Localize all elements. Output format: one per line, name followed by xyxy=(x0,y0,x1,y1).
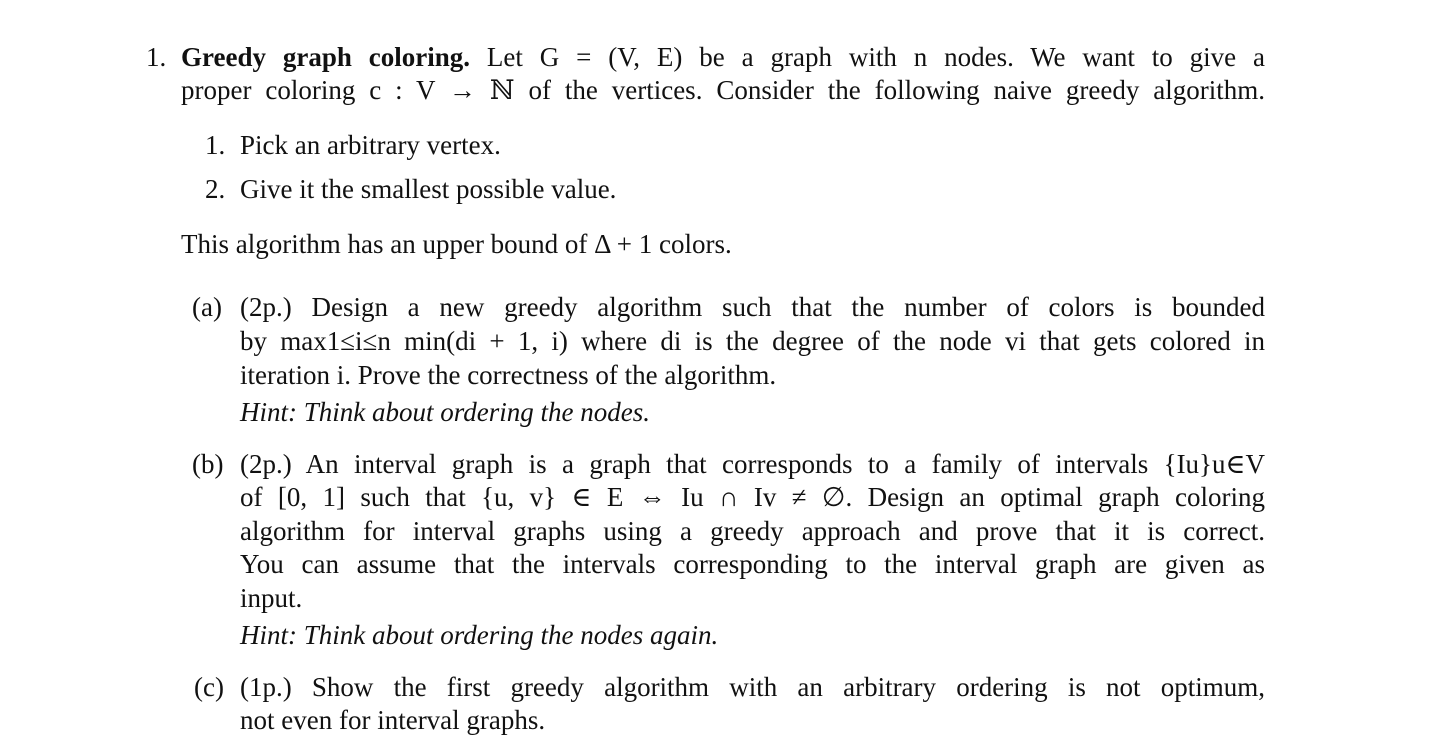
bound-statement: This algorithm has an upper bound of Δ + 1 colors. xyxy=(181,229,732,259)
part-b-line-1: (2p.) An interval graph is a graph that corresponds to a family of intervals {Iu}u∈V xyxy=(240,451,1265,479)
part-a-line-1: (2p.) Design a new greedy algorithm such that the number of colors is bounded xyxy=(240,294,1265,322)
step-number: 1. xyxy=(205,130,226,160)
problem-title: Greedy graph coloring. xyxy=(181,44,470,72)
part-label: (c) xyxy=(194,672,224,702)
part-a-line-3: iteration i. Prove the correctness of the algorithm. xyxy=(240,360,777,390)
step-number: 2. xyxy=(205,174,226,204)
step-text: Pick an arbitrary vertex. xyxy=(240,130,501,160)
problem-number: 1. xyxy=(146,42,167,72)
problem-intro-line-1 xyxy=(181,44,1265,76)
part-label: (a) xyxy=(192,292,222,322)
step-text: Give it the smallest possible value. xyxy=(240,174,617,204)
part-b-line-3: algorithm for interval graphs using a greedy approach and prove that it is correct. xyxy=(240,518,1265,546)
problem-intro-line-2: proper coloring c : V → ℕ of the vertices. Consider the following naive greedy algorithm. xyxy=(181,77,1265,105)
part-label: (b) xyxy=(192,449,224,479)
part-a-line-2: by max1≤i≤n min(di + 1, i) where di is the degree of the node vi that gets colored in xyxy=(240,328,1265,356)
part-b-hint: Hint: Think about ordering the nodes again. xyxy=(240,620,719,650)
part-b-line-5: input. xyxy=(240,583,303,613)
part-b-line-4: You can assume that the intervals corresponding to the interval graph are given as xyxy=(240,551,1265,579)
part-a-hint: Hint: Think about ordering the nodes. xyxy=(240,397,650,427)
part-c-line-1: (1p.) Show the first greedy algorithm with an arbitrary ordering is not optimum, xyxy=(240,674,1265,702)
part-c-line-2: not even for interval graphs. xyxy=(240,705,546,735)
part-b-line-2: of [0, 1] such that {u, v} ∈ E ⇔ Iu ∩ Iv ≠ ∅. Design an optimal graph coloring xyxy=(240,484,1265,512)
problem-intro-line-1-text: Let G = (V, E) be a graph with n nodes. We want to give a xyxy=(486,44,1265,72)
